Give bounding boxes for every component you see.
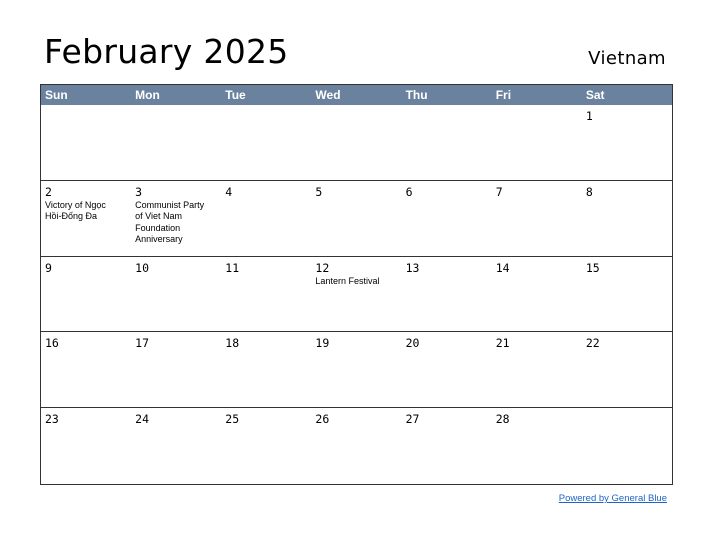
day-cell [131,257,221,333]
day-cell [311,408,401,484]
day-cell [131,408,221,484]
day-cell [131,332,221,408]
day-cell [402,332,492,408]
page-title: February 2025 [44,32,289,71]
day-number: 23 [45,412,59,427]
day-number: 22 [585,336,600,351]
day-cell [131,181,221,257]
day-number: 14 [495,260,510,275]
weekday-header-fri: Fri [492,85,582,105]
day-cell [582,332,672,408]
day-cell [311,181,401,257]
day-number: 28 [495,412,510,427]
day-cell [221,181,311,257]
day-number: 7 [495,184,503,199]
day-cell [131,105,221,181]
day-cell [221,105,311,181]
day-number: 21 [495,336,510,351]
day-cell [311,257,401,333]
day-cell [221,332,311,408]
day-number: 19 [315,336,330,351]
day-number: 1 [585,109,593,123]
day-cell [41,105,131,181]
day-cell [492,181,582,257]
day-cell [582,408,672,484]
day-event: Communist Party of Viet Nam Foundation Anniversary [135,199,205,245]
day-cell [582,181,672,257]
day-cell [492,105,582,181]
day-number: 26 [315,412,330,427]
day-number: 2 [45,184,52,199]
day-number: 16 [45,336,59,351]
day-cell [492,332,582,408]
day-number: 25 [225,412,240,427]
weekday-header-wed: Wed [311,85,401,105]
day-number: 4 [225,184,233,199]
day-number: 27 [405,412,420,427]
day-number: 6 [405,184,413,199]
day-cell [221,257,311,333]
day-number: 5 [315,184,323,199]
country-label: Vietnam [588,48,666,69]
calendar-grid [40,84,673,485]
day-number: 20 [405,336,420,351]
day-cell [402,257,492,333]
day-cell [311,332,401,408]
weekday-header-sat: Sat [582,85,672,105]
day-number: 17 [135,336,149,351]
day-number: 8 [585,184,593,199]
day-cell [41,181,131,257]
day-number: 10 [135,260,149,275]
weekday-header-tue: Tue [221,85,311,105]
day-number: 12 [315,260,330,275]
day-cell [221,408,311,484]
day-number: 11 [225,260,240,275]
day-cell [311,105,401,181]
day-number: 18 [225,336,240,351]
weekday-header-sun: Sun [41,85,131,105]
day-number: 13 [405,260,420,275]
day-cell [41,408,131,484]
day-cell [41,332,131,408]
day-number: 3 [135,184,143,199]
day-cell [582,257,672,333]
weekday-header-mon: Mon [131,85,221,105]
day-number: 9 [45,260,52,275]
day-cell [492,408,582,484]
day-cell [402,408,492,484]
day-cell [582,105,672,181]
day-number: 15 [585,260,600,275]
day-cell [492,257,582,333]
day-cell [41,257,131,333]
day-number: 24 [135,412,149,427]
powered-by-link[interactable]: Powered by General Blue [558,493,667,504]
weekday-header-thu: Thu [402,85,492,105]
day-cell [402,105,492,181]
day-event: Lantern Festival [315,275,380,286]
day-cell [402,181,492,257]
day-event: Victory of Ngọc Hồi-Đống Đa [45,199,106,222]
